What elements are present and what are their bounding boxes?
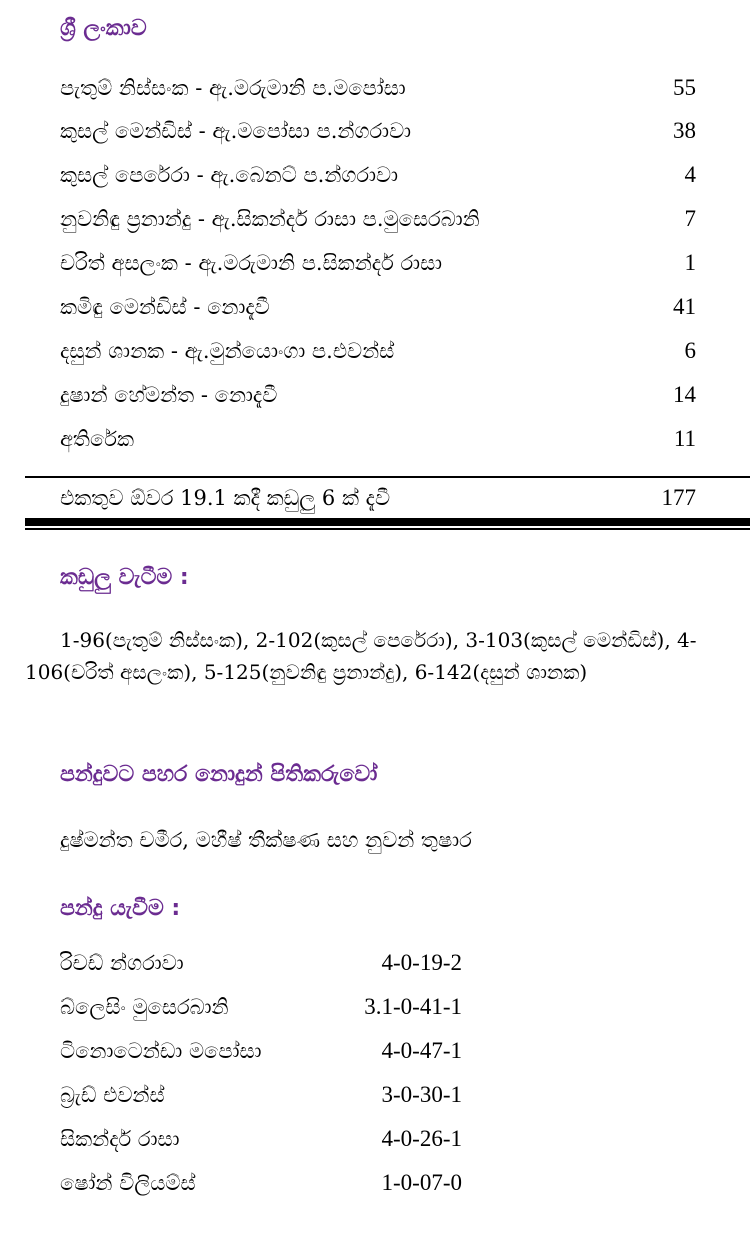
batter-dismissal: පැතුම් නිස්සංක - ඇ.මරුමානි ප.මපෝසා xyxy=(60,76,406,100)
bowling-row xyxy=(60,1075,462,1115)
bowler-name: සිකන්දර් රාසා xyxy=(60,1127,180,1151)
bowler-name: ටිනොටෙන්ඩා මපෝසා xyxy=(60,1039,262,1063)
fall-of-wickets-text: 1-96(පැතුම් නිස්සංක), 2-102(කුසල් පෙරේරා), 3-103(කුසල් මෙන්ඩිස්), 4-106(චරිත් අසලංක), 5-125(නුවනිඳු ප්‍රනාන්දු), 6-142(දසුන් ශානක) xyxy=(25,628,697,684)
batting-row xyxy=(60,111,696,151)
bowler-figures: 4-0-26-1 xyxy=(381,1126,462,1151)
batter-runs: 4 xyxy=(684,162,696,187)
total-runs: 177 xyxy=(661,485,696,510)
bowler-figures: 4-0-47-1 xyxy=(381,1038,462,1063)
bowling-row xyxy=(60,1119,462,1159)
bowling-row xyxy=(60,1031,462,1071)
bowler-figures: 3-0-30-1 xyxy=(381,1082,462,1107)
batter-runs: 41 xyxy=(673,294,696,319)
bowler-figures: 4-0-19-2 xyxy=(381,950,462,975)
team-heading: ශ්‍රී ලංකාව xyxy=(60,16,147,41)
bowler-name: බ්ලෙසිං මුසෙරබානි xyxy=(60,995,229,1019)
batter-dismissal: කුසල් පෙරේරා - ඇ.බෙනට් ප.න්ගරාවා xyxy=(60,163,398,187)
batter-dismissal: දසුන් ශානක - ඇ.මුන්යොංගා ප.එවන්ස් xyxy=(60,339,395,363)
batting-row xyxy=(60,375,696,415)
total-bottom-thin-rule xyxy=(25,528,750,530)
batter-runs: 1 xyxy=(684,250,696,275)
extras-label: අතිරේක xyxy=(60,427,135,451)
bowler-figures: 1-0-07-0 xyxy=(381,1170,462,1195)
total-label: එකතුව ඕවර 19.1 කදී කඩුලු 6 ක් දැවී xyxy=(60,486,391,510)
batter-runs: 14 xyxy=(673,382,696,407)
batter-dismissal: කුසල් මෙන්ඩිස් - ඇ.මපෝසා ප.න්ගරාවා xyxy=(60,119,412,143)
batter-runs: 7 xyxy=(684,206,696,231)
bowler-name: ෂෝන් විලියම්ස් xyxy=(60,1171,196,1195)
bowler-name: රිචඩ් න්ගරාවා xyxy=(60,951,184,975)
batting-row xyxy=(60,155,696,195)
did-not-bat-players: දුෂ්මන්ත චමීර, මහීෂ් තීක්ෂණ සහ නුවන් තුෂාර xyxy=(60,828,472,852)
batter-dismissal: චරිත් අසලංක - ඇ.මරුමානි ප.සිකන්දර් රාසා xyxy=(60,251,443,275)
bowler-figures: 3.1-0-41-1 xyxy=(364,994,462,1019)
total-row xyxy=(60,478,696,518)
bowling-heading: පන්දු යැවීම : xyxy=(60,896,181,921)
bowling-row xyxy=(60,943,462,983)
batting-row-extras xyxy=(60,419,696,459)
batter-runs: 6 xyxy=(684,338,696,363)
batter-dismissal: නුවනිඳු ප්‍රනාන්දු - ඇ.සිකන්දර් රාසා ප.මුසෙරබානි xyxy=(60,207,480,231)
extras-runs: 11 xyxy=(673,426,696,451)
bowler-name: බ්‍රැඩ් එවන්ස් xyxy=(60,1083,165,1107)
batting-row xyxy=(60,68,696,108)
batting-row xyxy=(60,287,696,327)
batting-row xyxy=(60,199,696,239)
batter-runs: 38 xyxy=(673,118,696,143)
batter-dismissal: දුෂාන් හේමන්ත - නොදැවී xyxy=(60,383,278,407)
batting-row xyxy=(60,331,696,371)
batter-runs: 55 xyxy=(673,75,696,100)
bowling-row xyxy=(60,987,462,1027)
batter-dismissal: කමිඳු මෙන්ඩිස් - නොදැවී xyxy=(60,295,270,319)
fall-of-wickets-heading: කඩුලු වැටීම : xyxy=(60,565,189,590)
total-bottom-double-rule xyxy=(25,518,750,526)
bowling-row xyxy=(60,1163,462,1203)
batting-row xyxy=(60,243,696,283)
did-not-bat-heading: පන්දුවට පහර නොදුන් පිතිකරුවෝ xyxy=(60,762,378,787)
